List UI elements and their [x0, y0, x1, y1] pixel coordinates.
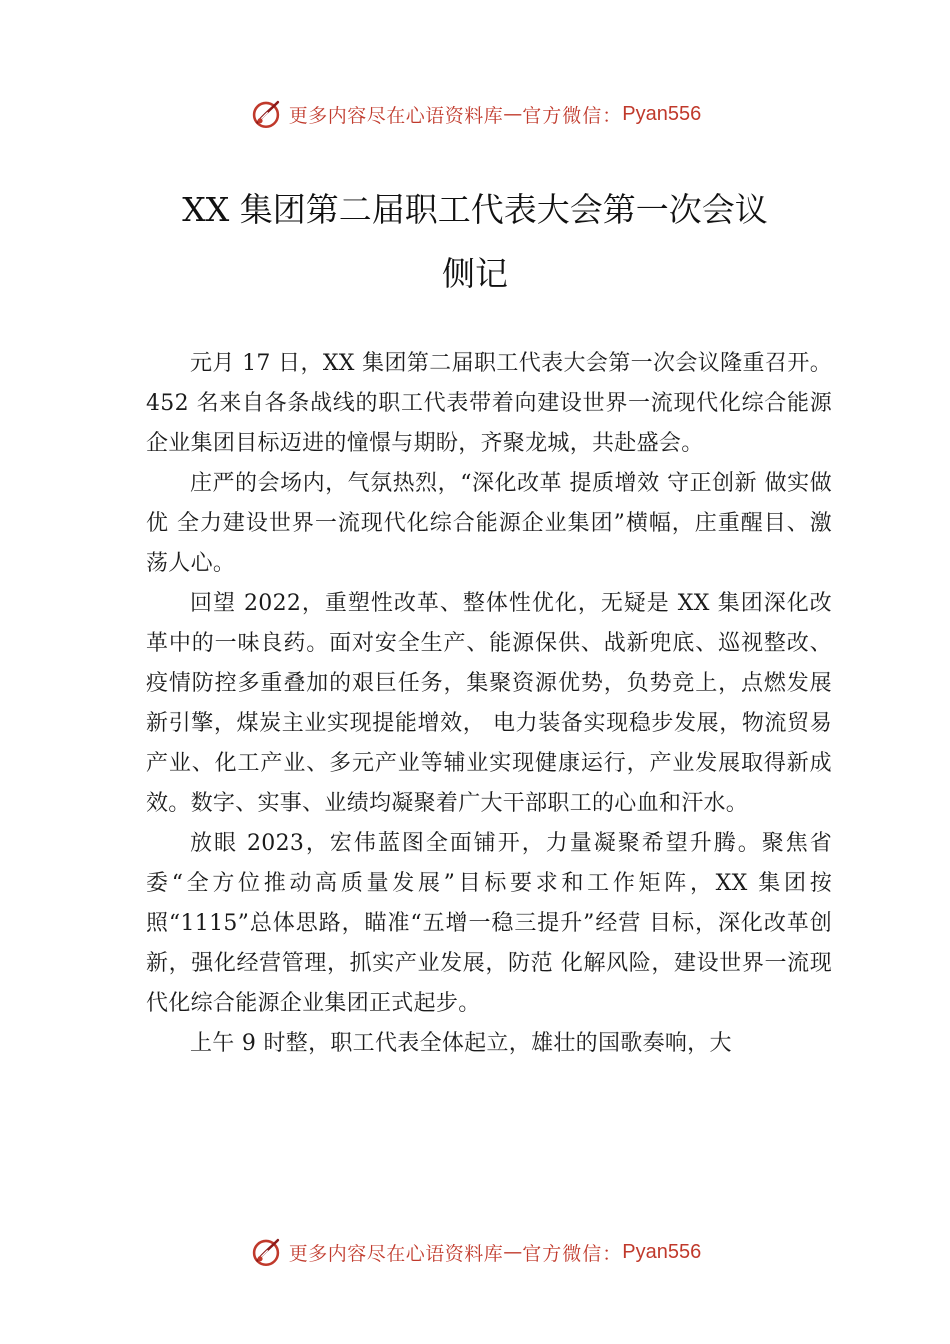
banner-site-text: 更多内容尽在心语资料库 — [288, 104, 504, 127]
banner-wechat-label: 官方微信： — [522, 1242, 623, 1265]
banner-separator: — — [503, 103, 523, 125]
document-title-line2: 侧记 — [442, 254, 508, 293]
banner-wechat-label: 官方微信： — [522, 104, 623, 127]
banner-wechat-id: Pyan556 — [622, 1240, 702, 1263]
brush-logo-icon — [249, 1235, 283, 1269]
paragraph: 元月 17 日，XX 集团第二届职工代表大会第一次会议隆重召开。452 名来自各条战线的职工代表带着向建设世界一流现代化综合能源企业集团目标迈进的憧憬与期盼，齐聚龙城，共赴盛会。 — [146, 351, 832, 456]
paragraph: 回望 2022，重塑性改革、整体性优化，无疑是 XX 集团深化改革中的一味良药。面对安全生产、能源保供、战新兜底、巡视整改、疫情防控多重叠加的艰巨任务，集聚资源优势，负势竞上，点燃发展新引擎，煤炭主业实现提能增效， 电力装备实现稳步发展，物流贸易产业、化工产业、多元产业等辅业实现健康运行，产业发展取得新成效。数字、实事、业绩均凝聚着广大干部职工的心血和汗水。 — [146, 591, 832, 816]
document-title-line1: XX 集团第二届职工代表大会第一次会议 — [182, 190, 768, 229]
footer-watermark-banner — [0, 1232, 950, 1272]
document-body — [146, 344, 832, 1064]
brush-logo-icon — [249, 97, 283, 131]
paragraph: 上午 9 时整，职工代表全体起立，雄壮的国歌奏响，大 — [190, 1031, 732, 1056]
paragraph: 庄严的会场内，气氛热烈，“深化改革 提质增效 守正创新 做实做优 全力建设世界一流现代化综合能源企业集团”横幅，庄重醒目、激荡人心。 — [146, 471, 832, 576]
paragraph: 放眼 2023，宏伟蓝图全面铺开，力量凝聚希望升腾。聚焦省委“全方位推动高质量发展”目标要求和工作矩阵，XX 集团按照“1115”总体思路，瞄准“五增一稳三提升”经营 目标，深化改革创新，强化经营管理，抓实产业发展，防范 化解风险，建设世界一流现代化综合能源企业集团正式起步。 — [146, 831, 832, 1016]
banner-wechat-id: Pyan556 — [622, 102, 702, 125]
banner-separator: — — [503, 1241, 523, 1263]
banner-site-text: 更多内容尽在心语资料库 — [288, 1242, 504, 1265]
header-watermark-banner — [0, 94, 950, 134]
